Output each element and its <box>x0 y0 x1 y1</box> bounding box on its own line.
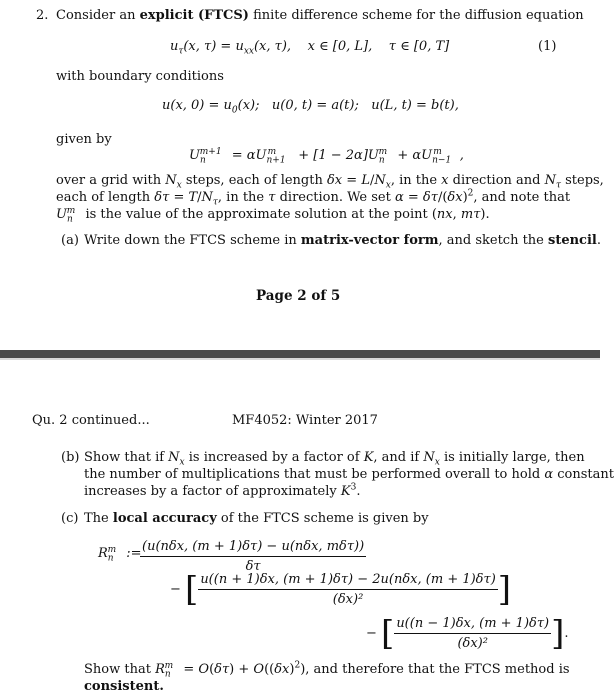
part-c-label: (c) <box>61 511 79 526</box>
equation-1: $u_\tau(x$, $\tau) = u_{xx}(x$, τ), x ∈ [0, L], τ ∈ [0, T] <box>170 39 450 57</box>
r-denominator-3: (δx)² <box>457 636 488 651</box>
question-number: 2. <box>36 8 49 23</box>
grid-paragraph-line-3: $U_n^m$ is the value of the approximate solution at the point (nx, mτ). <box>56 205 490 225</box>
boundary-equation: u(x, $0) = u_0(x)$; u(0, t) = a(t); u(L, t) = b(t), <box>162 98 459 116</box>
page-2 <box>0 0 604 350</box>
r-denominator-1: δτ <box>245 559 261 574</box>
part-c-text <box>84 510 429 527</box>
part-c-text-1: The <box>84 511 109 526</box>
part-b-line-3: increases by a factor of approximately $K^3$. <box>84 482 361 499</box>
page-header-center: MF4052: Winter 2017 <box>232 413 378 428</box>
r-fraction-1 <box>140 538 366 575</box>
grid-paragraph-line-2: each of length $\delta\tau = T/N_\tau$, in the τ direction. We set $\alpha = \delta\tau/(\delta x)^2$, and note that <box>56 188 571 208</box>
part-a-text <box>84 232 601 249</box>
grid-paragraph-line-1: over a grid with $N_x$ steps, each of length $\delta x = L/N_x$, in the x direction and $N_\tau$ steps, <box>56 173 604 191</box>
boundary-text: with boundary conditions <box>56 69 224 84</box>
r-term-2: − [ $\frac{\text{u((n + 1)δx, (m + 1)δτ) − 2u(nδx, (m + 1)δτ)}}{\text{(δx)²}}$ ] <box>170 569 512 610</box>
equation-1-number: (1) <box>538 39 557 54</box>
part-c-text-2: of the FTCS scheme is given by <box>220 511 429 526</box>
consistency-bold: consistent. <box>84 679 164 694</box>
consistency-line-1: Show that $R_n^m = O(\delta\tau) + O((\delta x)^2)$, and therefore that the FTCS method is <box>84 660 570 680</box>
page-3 <box>0 362 614 694</box>
part-b-line-2: the number of multiplications that must be performed overall to hold α constant <box>84 467 614 482</box>
r-denominator-2: (δx)² <box>332 592 364 607</box>
part-b-line-1: Show that if $N_x$ is increased by a factor of K, and if $N_x$ is initially large, then <box>84 450 585 468</box>
r-numerator-2: u((n + 1)δx, (m + 1)δτ) − 2u(nδx, (m + 1)δτ) <box>198 571 497 590</box>
part-b-label: (b) <box>61 450 80 465</box>
part-a-label: (a) <box>61 233 79 248</box>
intro-text-1: Consider an <box>56 8 136 23</box>
intro-text-2: finite difference scheme for the diffusion equation <box>253 8 584 23</box>
page-separator <box>0 350 600 360</box>
part-a-text-2: , and sketch the <box>438 233 544 248</box>
given-by-text: given by <box>56 132 112 147</box>
scheme-equation: $U_n^{m+1} = \alpha U_{n+1}^m + [1 - 2\alpha]U_n^m + \alpha U_{n-1}^m$ , <box>189 146 464 166</box>
part-a-text-3: . <box>596 233 601 248</box>
part-a-bold-2: stencil <box>548 233 597 248</box>
r-lhs: $R_n^m$ := <box>98 544 142 564</box>
r-numerator-1: (u(nδx, (m + 1)δτ) − u(nδx, mδτ)) <box>140 538 366 557</box>
part-a-text-1: Write down the FTCS scheme in <box>84 233 297 248</box>
r-numerator-3: u((n − 1)δx, (m + 1)δτ) <box>394 615 551 634</box>
r-term-3: − [ $\frac{u((n - 1)\delta x, (m + 1)\delta\tau)}{\text{(δx)²}}$ ]. <box>366 613 569 654</box>
question-intro <box>56 7 584 24</box>
part-a-bold-1: matrix-vector form <box>300 233 439 248</box>
page-header-left: Qu. 2 continued... <box>32 413 150 428</box>
intro-bold: explicit (FTCS) <box>139 8 249 23</box>
page-footer: Page 2 of 5 <box>256 288 341 304</box>
part-c-bold: local accuracy <box>112 511 217 526</box>
